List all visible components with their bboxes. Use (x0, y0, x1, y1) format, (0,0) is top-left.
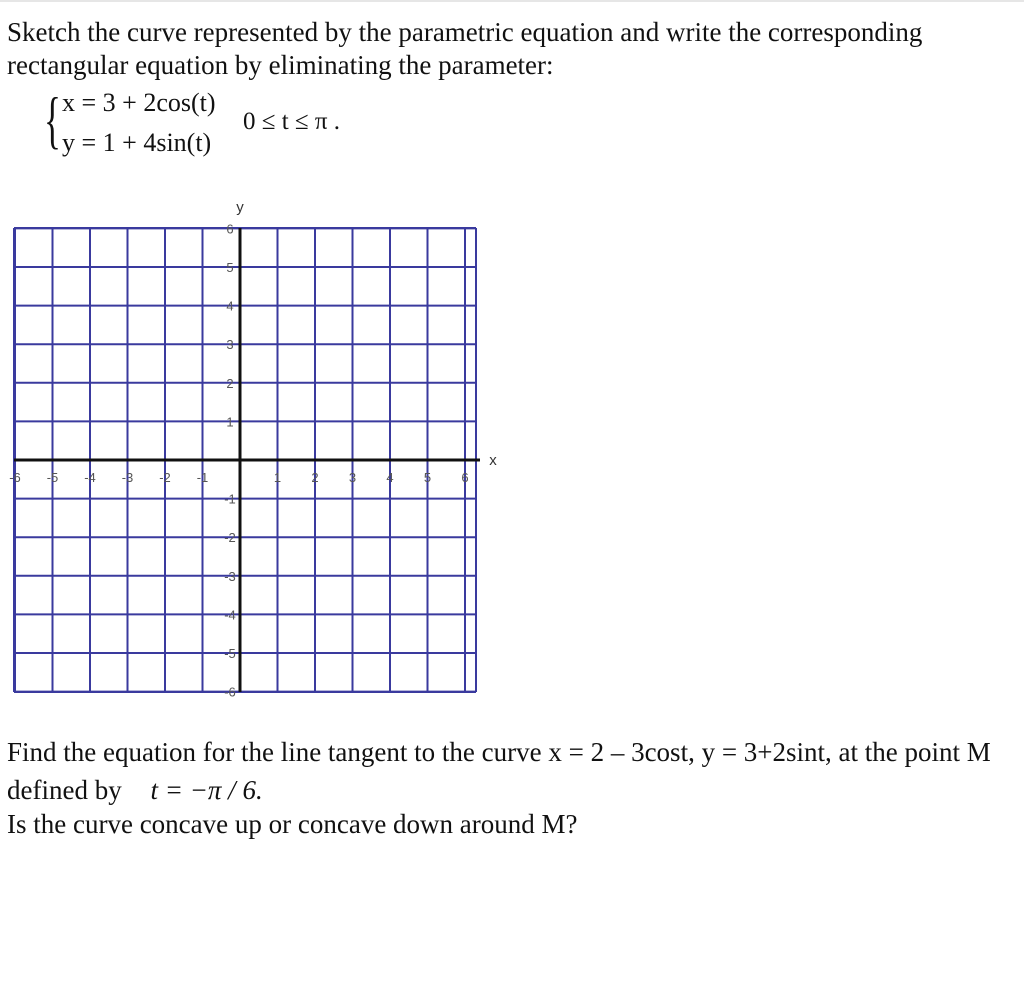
y-tick-label: -2 (224, 530, 236, 546)
x-tick-label: -1 (196, 470, 209, 485)
x-tick-label: -2 (159, 470, 171, 485)
x-tick-label: -6 (9, 470, 21, 485)
y-tick-label: -1 (224, 491, 236, 507)
axes (14, 228, 480, 692)
y-tick-label: 3 (226, 337, 234, 353)
problem2-defined-by: defined by (7, 775, 122, 805)
y-tick-label: 4 (226, 298, 234, 314)
y-tick-label: 6 (226, 221, 234, 237)
coordinate-grid (0, 195, 520, 700)
parameter-interval: 0 ≤ t ≤ π . (243, 108, 341, 135)
y-tick-label: 5 (226, 260, 234, 275)
problem1-prompt: Sketch the curve represented by the parametric equation and write the corresponding rectangular equation by eliminating the parameter: (7, 17, 923, 80)
problem2-line2 (7, 774, 263, 807)
problem2-t-value: t = −π / 6. (150, 775, 263, 805)
equation-y: y = 1 + 4sin(t) (62, 128, 212, 157)
y-tick-label: -5 (224, 646, 236, 661)
equation-x: x = 3 + 2cos(t) (62, 88, 216, 117)
top-border (0, 0, 1024, 2)
x-axis-label: x (489, 452, 497, 469)
x-tick-label: -5 (46, 470, 59, 485)
x-tick-label: -4 (84, 470, 96, 485)
y-tick-label: -3 (224, 568, 236, 584)
y-tick-label: 1 (226, 414, 234, 430)
system-brace: { (44, 84, 61, 155)
problem2-concavity-question: Is the curve concave up or concave down around M? (7, 809, 578, 839)
x-tick-label: 5 (423, 470, 432, 485)
x-tick-label: 3 (348, 470, 357, 485)
y-axis-label: y (236, 199, 244, 216)
x-tick-label: 6 (461, 470, 469, 485)
y-tick-label: 2 (226, 375, 234, 391)
x-tick-label: 2 (311, 470, 319, 485)
problem2-line1: Find the equation for the line tangent to the curve x = 2 – 3cost, y = 3+2sint, at the point M (7, 737, 991, 767)
x-tick-label: 4 (386, 470, 394, 485)
x-tick-label: -3 (121, 470, 134, 485)
y-tick-label: -6 (224, 684, 236, 700)
y-tick-label: -4 (224, 607, 236, 623)
x-tick-label: 1 (273, 470, 282, 485)
